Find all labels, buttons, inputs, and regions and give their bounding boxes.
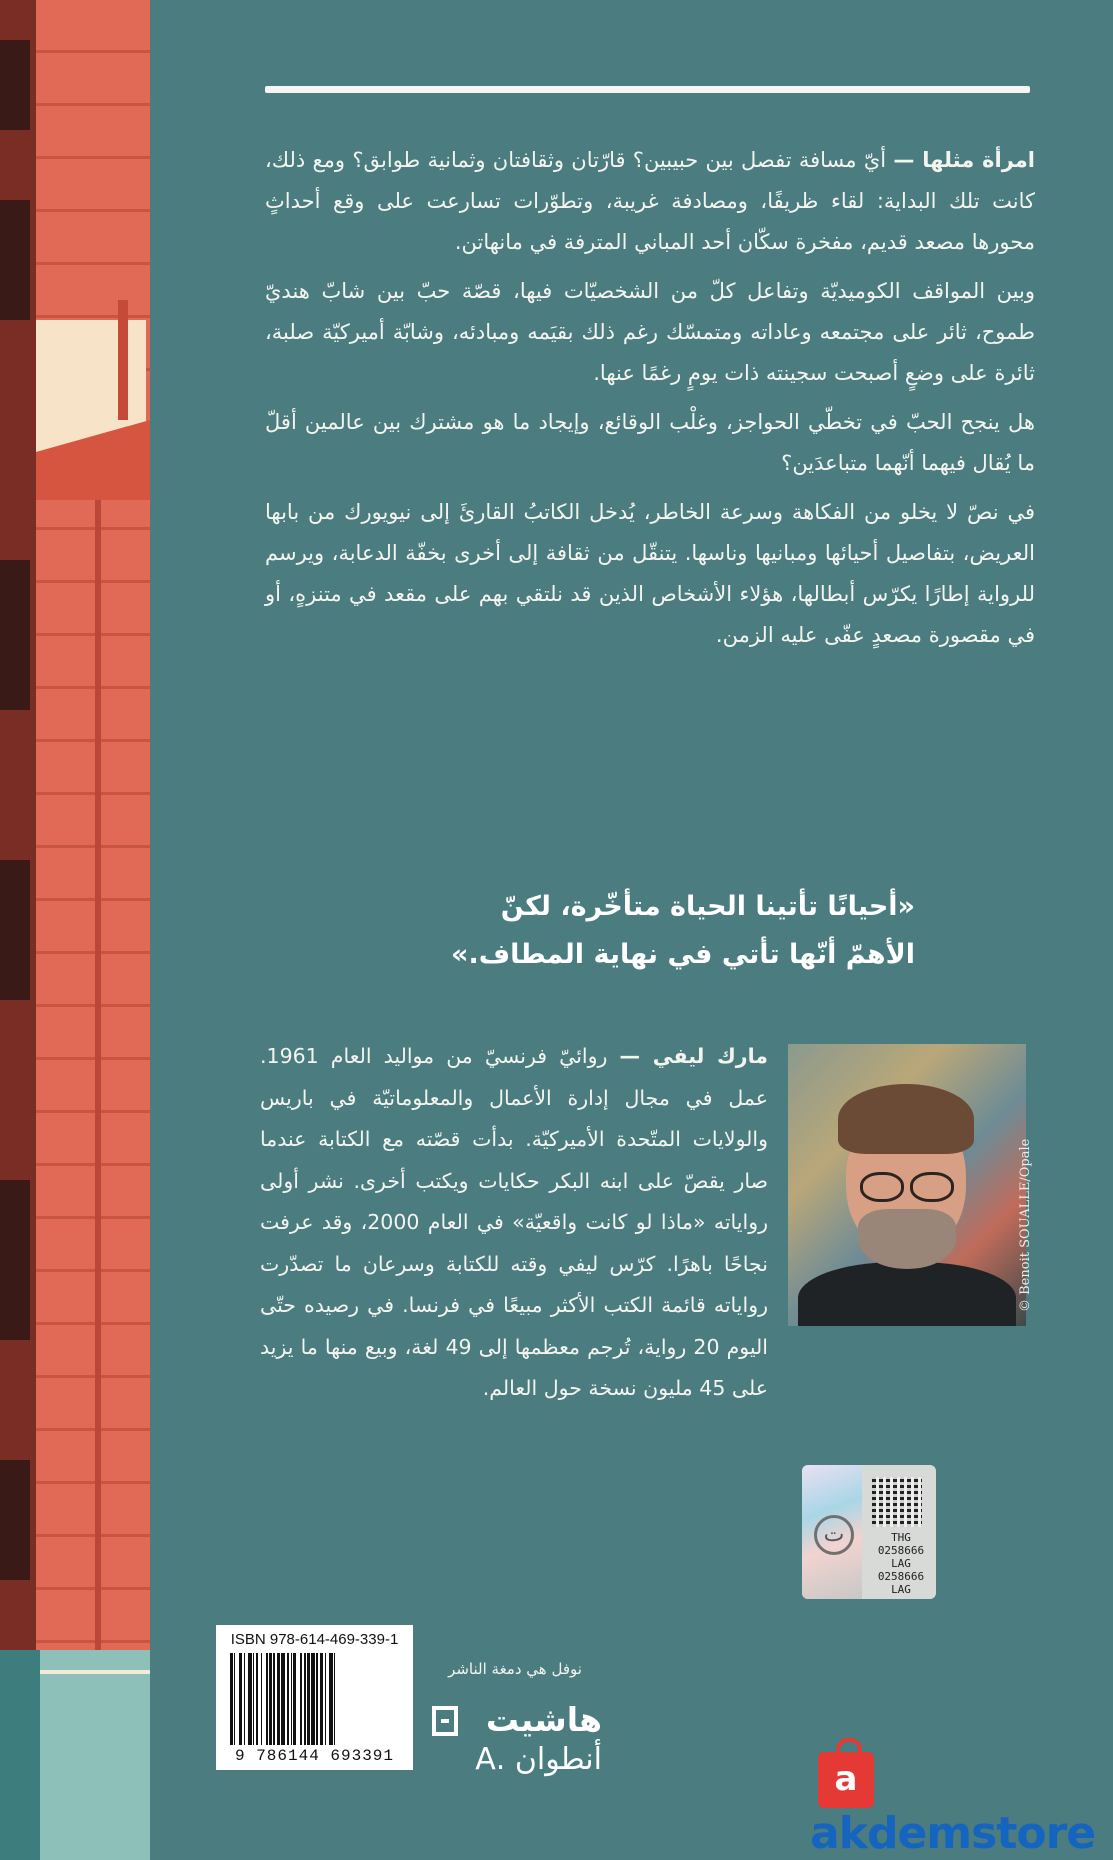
synopsis-paragraph-3: هل ينجح الحبّ في تخطّي الحواجز، وغلْب الوقائع، وإيجاد ما هو مشترك بين عالمين أقلّ ما يُقال فيهما أنّهما متباعدَين؟ xyxy=(265,410,1035,475)
barcode-stripe xyxy=(334,1653,335,1745)
sticker-code-line-2: 0258666 xyxy=(877,1544,925,1557)
barcode-stripe xyxy=(269,1653,272,1745)
author-bio-text: روائيّ فرنسيّ من مواليد العام 1961. عمل في مجال إدارة الأعمال والمعلوماتيّة في باريس والولايات المتّحدة الأميركيّة. بدأت قصّته مع الكتابة عندما صار يقصّ على ابنه البكر حكايات ويكتب أخرى. نشر أولى رواياته «ماذا لو كانت واقعيّة» في العام 2000، وقد عرفت نجاحًا باهرًا. كرّس ليفي وقته للكتابة وسرعان ما تصدّرت رواياته قائمة الكتب الأكثر مبيعًا في فرنسا. في رصيده حتّى اليوم 20 رواية، تُرجم معظمها إلى 49 لغة، وبيع منها ما يزيد على 45 مليون نسخة حول العالم. xyxy=(260,1044,768,1400)
security-sticker xyxy=(802,1465,936,1599)
building-lines xyxy=(36,0,150,1860)
barcode-stripe xyxy=(244,1653,245,1745)
barcode-stripe xyxy=(273,1653,274,1745)
barcode-stripe xyxy=(307,1653,310,1745)
top-divider xyxy=(265,86,1030,93)
sticker-code-line-3: LAG xyxy=(891,1557,911,1570)
photo-credit: © Benoit SOUALLE/Opale xyxy=(1018,1138,1033,1312)
cover-illustration-strip xyxy=(0,0,150,1860)
glasses-icon xyxy=(860,1172,954,1198)
store-bag-icon: a xyxy=(818,1752,874,1808)
pull-quote-line-1: «أحيانًا تأتينا الحياة متأخّرة، لكنّ xyxy=(500,891,915,922)
store-watermark: akdemstore xyxy=(810,1808,1096,1859)
synopsis-paragraph-2: وبين المواقف الكوميديّة وتفاعل كلّ من الشخصيّات فيها، قصّة حبّ بين شابّ هنديّ طموح، ثائر على مجتمعه وعاداته ومتمسّك رغم ذلك بقيَمه ومبادئه، وشابّة أميركيّة صلبة، ثائرة على وضعٍ أصبحت سجينته ذات يومٍ رغمًا عنها. xyxy=(265,279,1035,385)
barcode-stripe xyxy=(253,1653,254,1745)
barcode-stripe xyxy=(239,1653,242,1745)
author-name: مارك ليفي — xyxy=(619,1044,768,1068)
pull-quote-line-2: الأهمّ أنّها تأتي في نهاية المطاف.» xyxy=(451,939,915,970)
synopsis-paragraph-1 xyxy=(265,140,1035,263)
building-window xyxy=(0,860,30,1000)
pull-quote xyxy=(265,883,915,979)
barcode-stripe xyxy=(277,1653,280,1745)
sticker-code-line-1: THG xyxy=(891,1531,911,1544)
barcode-stripe xyxy=(329,1653,333,1745)
building-window xyxy=(0,560,30,710)
barcode-stripe xyxy=(248,1653,252,1745)
publisher-name-2: أنطوان .A xyxy=(475,1742,602,1777)
barcode-stripe xyxy=(281,1653,285,1745)
illustration-light-panel xyxy=(40,1650,150,1860)
book-title-lead: امرأة مثلها — xyxy=(893,148,1035,172)
barcode-stripe xyxy=(234,1653,235,1745)
barcode-stripe xyxy=(300,1653,301,1745)
building-window xyxy=(0,1180,30,1340)
barcode-box xyxy=(216,1625,413,1770)
author-photo xyxy=(788,1044,1026,1326)
barcode-stripe xyxy=(325,1653,326,1745)
barcode-stripe xyxy=(266,1653,267,1745)
isbn-label: ISBN 978-614-469-339-1 xyxy=(230,1631,399,1648)
publisher-name: هاشيت xyxy=(485,1700,602,1739)
sticker-code-line-4: 0258666 LAG xyxy=(877,1570,925,1596)
building-window xyxy=(0,1460,30,1580)
illustration-street xyxy=(0,1650,150,1860)
barcode-stripe xyxy=(291,1653,292,1745)
publisher-seal-icon: ت xyxy=(814,1515,854,1555)
barcode-stripe xyxy=(316,1653,317,1745)
illustration-post xyxy=(118,300,128,420)
synopsis xyxy=(265,140,1035,664)
author-bio xyxy=(260,1036,768,1410)
photo-beard xyxy=(858,1209,956,1269)
barcode-stripe xyxy=(287,1653,290,1745)
barcode-stripe xyxy=(261,1653,262,1745)
barcode-digits: 9 786144 693391 xyxy=(234,1747,395,1765)
barcode-stripe xyxy=(320,1653,323,1745)
sticker-code xyxy=(868,1531,934,1596)
barcode-stripe xyxy=(256,1653,259,1745)
publisher-note: نوفل هي دمغة الناشر xyxy=(448,1660,582,1678)
barcode-stripe xyxy=(293,1653,296,1745)
photo-hair xyxy=(838,1084,974,1154)
illustration-band xyxy=(40,1670,150,1674)
qr-code-pattern xyxy=(872,1477,922,1527)
building-window xyxy=(0,200,30,320)
barcode-stripe xyxy=(311,1653,315,1745)
cover-panel xyxy=(150,0,1113,1860)
photo-shirt xyxy=(798,1262,1016,1326)
barcode-stripe xyxy=(230,1653,233,1745)
synopsis-text-1: أيّ مسافة تفصل بين حبيبين؟ قارّتان وثقافتان وثمانية طوابق؟ ومع ذلك، كانت تلك البداية: لقاء ظريفًا، ومصادفة غريبة، وتطوّرات تسارعت على وقع أحداثٍ محورها مصعد قديم، مفخرة سكّان أحد المباني المترفة في مانهاتن. xyxy=(265,148,1035,254)
synopsis-paragraph-4: في نصّ لا يخلو من الفكاهة وسرعة الخاطر، يُدخل الكاتبُ القارئَ إلى نيويورك من بابها العريض، بتفاصيل أحيائها ومبانيها وناسها. يتنقّل من ثقافة إلى أخرى بخفّة الدعابة، ويرسم للرواية إطارًا يكرّس أبطالها، هؤلاء الأشخاص الذين قد نلتقي بهم على مقعد في متنزهٍ، أو في مقصورة مصعدٍ عفّى عليه الزمن. xyxy=(265,500,1035,647)
barcode-icon xyxy=(230,1653,402,1745)
fire-escape-rail xyxy=(95,500,101,1650)
building-window xyxy=(0,40,30,130)
barcode-stripe xyxy=(304,1653,305,1745)
